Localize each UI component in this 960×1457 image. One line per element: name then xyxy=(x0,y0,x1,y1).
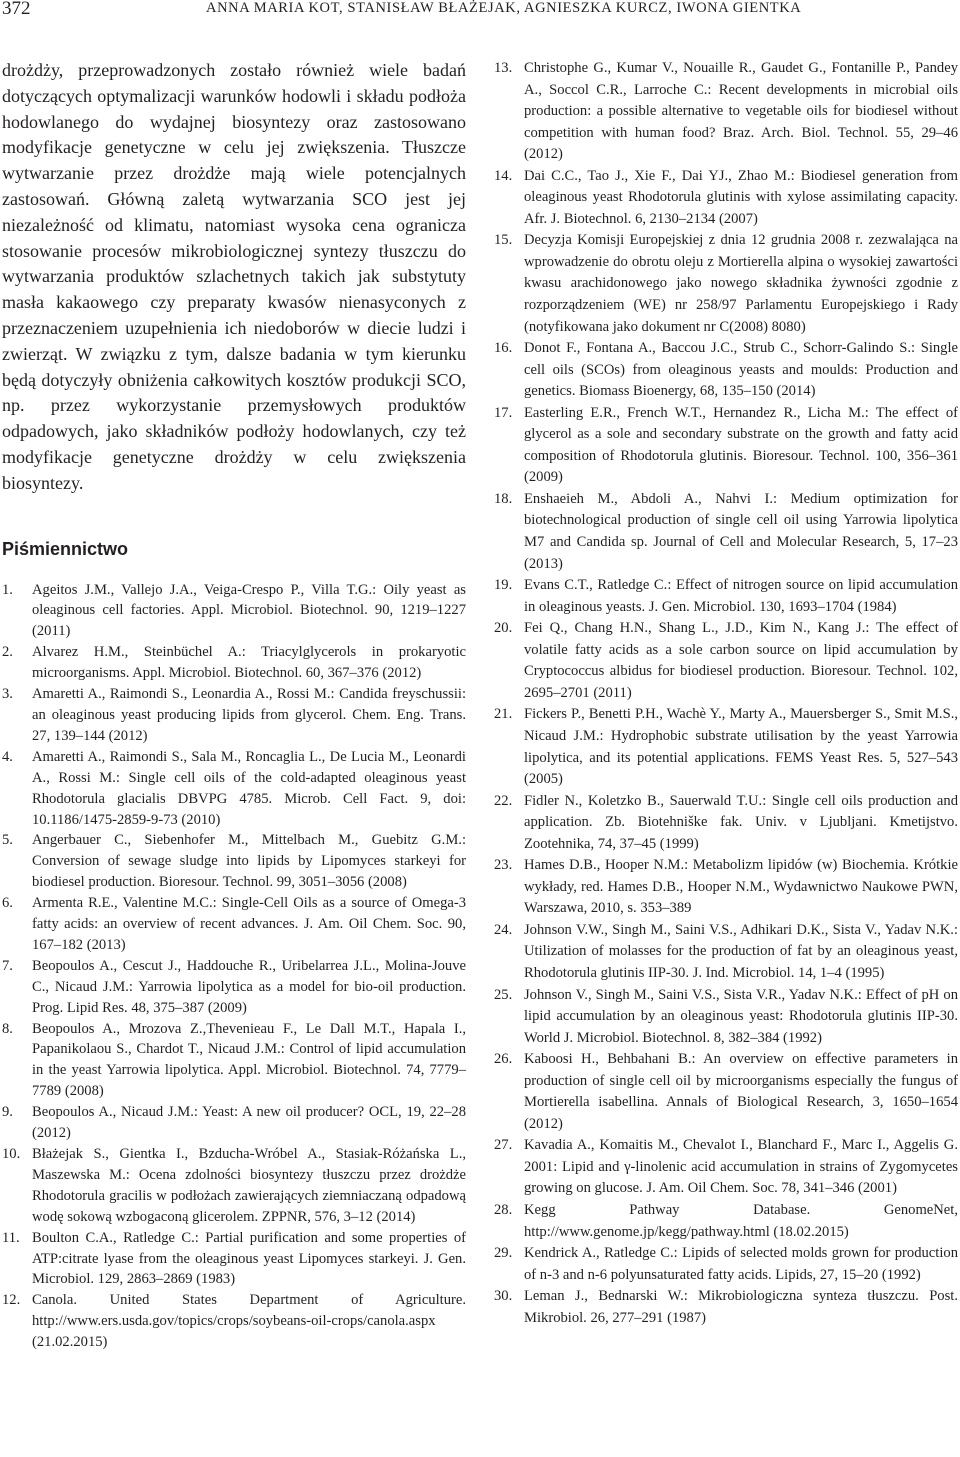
reference-text: Armenta R.E., Valentine M.C.: Single-Cell Oils as a source of Omega-3 fatty acids: an overview of recent advances. J. Am. Oil Chem. Soc. 90, 167–182 (2013) xyxy=(32,895,466,953)
reference-item xyxy=(2,1290,466,1353)
reference-item xyxy=(494,1200,958,1243)
left-column xyxy=(2,58,466,1353)
reference-number: 18. xyxy=(494,490,513,507)
reference-number: 10. xyxy=(2,1146,21,1163)
reference-text: Amaretti A., Raimondi S., Sala M., Roncaglia L., De Lucia M., Leonardi A., Rossi M.: Single cell oils of the cold-adapted oleaginous yeast Rhodotorula glacialis DBVPG 4785. Microb. Cell Fact. 9, doi: 10.1186/1475-2859-9-73 (2010) xyxy=(32,748,466,828)
reference-number: 23. xyxy=(494,857,513,874)
reference-text: Alvarez H.M., Steinbüchel A.: Triacylglycerols in prokaryotic microorganisms. Appl. Microbiol. Biotechnol. 60, 367–376 (2012) xyxy=(32,644,466,682)
right-column xyxy=(494,58,958,1329)
reference-number: 14. xyxy=(494,167,513,184)
reference-text: Kendrick A., Ratledge C.: Lipids of selected molds grown for production of n-3 and n-6 polyunsaturated fatty acids. Lipids, 27, 15–20 (1992) xyxy=(524,1245,958,1283)
reference-text: Johnson V.W., Singh M., Saini V.S., Adhikari D.K., Sista V., Yadav N.K.: Utilization of molasses for the production of fat by an oleaginous yeast, Rhodotorula glutinis IIP-30. J. Ind. Microbiol. 14, 1–4 (1995) xyxy=(524,921,958,981)
reference-text: Kavadia A., Komaitis M., Chevalot I., Blanchard F., Marc I., Aggelis G. 2001: Lipid and γ-linolenic acid accumulation in strains of Zygomycetes growing on glucose. J. Am. Oil Chem. Soc. 78, 341–346 (2001) xyxy=(524,1137,958,1197)
reference-text: Angerbauer C., Siebenhofer M., Mittelbach M., Guebitz G.M.: Conversion of sewage sludge into lipids by Lipomyces starkeyi for biodiesel production. Bioresour. Technol. 99, 3051–3056 (2008) xyxy=(32,832,466,891)
reference-item xyxy=(2,956,466,1019)
reference-text: Dai C.C., Tao J., Xie F., Dai YJ., Zhao M.: Biodiesel generation from oleaginous yeast Rhodotorula glutinis with xylose assimilating capacity. Afr. J. Biotechnol. 6, 2130–2134 (2007) xyxy=(524,167,958,227)
reference-text: Fidler N., Koletzko B., Sauerwald T.U.: Single cell oils production and application. Zb. Biotehniške fak. Univ. v Ljubljani. Kmetijstvo. Zootehnika, 74, 37–45 (1999) xyxy=(524,792,958,852)
references-list-right xyxy=(494,58,958,1329)
reference-item xyxy=(494,855,958,920)
reference-number: 7. xyxy=(2,957,13,974)
reference-item xyxy=(494,230,958,338)
reference-item xyxy=(494,704,958,790)
reference-number: 2. xyxy=(2,644,13,661)
reference-text: Kaboosi H., Behbahani B.: An overview on effective parameters in production of single cell oil by microorganisms especially the fungus of Mortierella isabellina. Annals of Biological Research, 3, 1650–1654 (2012) xyxy=(524,1051,958,1132)
reference-text: Fickers P., Benetti P.H., Wachè Y., Marty A., Mauersberger S., Smit M.S., Nicaud J.M.: Hydrophobic substrate utilisation by the yeast Yarrowia lipolytica, and its potential applications. FEMS Yeast Res. 5, 527–543 (2005) xyxy=(524,706,958,788)
reference-text: Ageitos J.M., Vallejo J.A., Veiga-Crespo P., Villa T.G.: Oily yeast as oleaginous cell factories. Appl. Microbiol. Biotechnol. 90, 1219–1227 (2011) xyxy=(32,581,466,640)
reference-item xyxy=(494,985,958,1050)
reference-number: 27. xyxy=(494,1137,513,1154)
reference-item xyxy=(2,893,466,956)
reference-number: 20. xyxy=(494,620,513,637)
reference-text: Easterling E.R., French W.T., Hernandez R., Licha M.: The effect of glycerol as a sole and secondary substrate on the growth and fatty acid composition of Rhodotorula glutinis. Bioresour. Technol. 100, 356–361 (2009) xyxy=(524,404,958,486)
reference-number: 11. xyxy=(2,1229,20,1246)
reference-item xyxy=(2,1228,466,1291)
reference-item xyxy=(494,920,958,985)
reference-text: Enshaeieh M., Abdoli A., Nahvi I.: Medium optimization for biotechnological production of single cell oil using Yarrowia lipolytica M7 and Candida sp. Journal of Cell and Molecular Research, 5, 17–23 (2013) xyxy=(524,490,958,572)
references-heading: Piśmiennictwo xyxy=(2,538,129,559)
reference-number: 4. xyxy=(2,748,13,765)
reference-text: Hames D.B., Hooper N.M.: Metabolizm lipidów (w) Biochemia. Krótkie wykłady, red. Hames D.B., Hooper N.M., Wydawnictwo Naukowe PWN, Warszawa, 2010, s. 353–389 xyxy=(524,857,958,917)
reference-text: Canola. United States Department of Agriculture. http://www.ers.usda.gov/topics/crops/soybeans-oil-crops/canola.aspx (21.02.2015) xyxy=(32,1292,466,1351)
reference-item xyxy=(2,580,466,643)
reference-number: 15. xyxy=(494,232,513,249)
reference-number: 19. xyxy=(494,577,513,594)
reference-item xyxy=(494,58,958,166)
reference-item xyxy=(2,747,466,831)
reference-number: 28. xyxy=(494,1201,513,1218)
page-number: 372 xyxy=(2,0,31,19)
reference-item xyxy=(494,1049,958,1135)
reference-number: 21. xyxy=(494,706,513,723)
reference-item xyxy=(2,642,466,684)
reference-text: Beopoulos A., Mrozova Z.,Thevenieau F., Le Dall M.T., Hapala I., Papanikolaou S., Chardot T., Nicaud J.M.: Control of lipid accumulation in the yeast Yarrowia lipolytica. Appl. Microbiol. Biotechnol. 74, 7779–7789 (2008) xyxy=(32,1020,466,1100)
reference-number: 3. xyxy=(2,686,13,703)
reference-number: 9. xyxy=(2,1104,13,1121)
reference-text: Beopoulos A., Nicaud J.M.: Yeast: A new oil producer? OCL, 19, 22–28 (2012) xyxy=(32,1104,466,1142)
reference-item xyxy=(494,1286,958,1329)
reference-text: Beopoulos A., Cescut J., Haddouche R., Uribelarrea J.L., Molina-Jouve C., Nicaud J.M.: Yarrowia lipolytica as a model for bio-oil production. Prog. Lipid Res. 48, 375–387 (2009) xyxy=(32,957,466,1016)
reference-text: Fei Q., Chang H.N., Shang L., J.D., Kim N., Kang J.: The effect of volatile fatty acids as a sole carbon source on lipid accumulation by Cryptococcus albidus for biodiesel production. Bioresour. Technol. 102, 2695–2701 (2011) xyxy=(524,620,958,701)
reference-item xyxy=(494,489,958,575)
reference-text: Boulton C.A., Ratledge C.: Partial purification and some properties of ATP:citrate lyase from the oleaginous yeast Lipomyces starkeyi. J. Gen. Microbiol. 129, 2863–2869 (1983) xyxy=(32,1229,466,1288)
reference-item xyxy=(494,1135,958,1200)
reference-text: Johnson V., Singh M., Saini V.S., Sista V.R., Yadav N.K.: Effect of pH on lipid accumulation by an oleaginous yeast: Rhodotorula glutinis IIP-30. World J. Microbiol. Biotechnol. 8, 382–384 (1992) xyxy=(524,986,958,1046)
reference-item xyxy=(2,1019,466,1103)
reference-text: Kegg Pathway Database. GenomeNet, http://www.genome.jp/kegg/pathway.html (18.02.2015) xyxy=(524,1201,958,1240)
reference-item xyxy=(494,618,958,704)
reference-number: 5. xyxy=(2,832,13,849)
running-header-authors: ANNA MARIA KOT, STANISŁAW BŁAŻEJAK, AGNIESZKA KURCZ, IWONA GIENTKA xyxy=(206,0,802,16)
reference-item xyxy=(494,338,958,403)
reference-number: 29. xyxy=(494,1245,513,1262)
reference-number: 22. xyxy=(494,792,513,809)
reference-number: 24. xyxy=(494,921,513,938)
reference-text: Amaretti A., Raimondi S., Leonardia A., Rossi M.: Candida freyschussii: an oleaginous yeast producing lipids from glycerol. Chem. Eng. Trans. 27, 139–144 (2012) xyxy=(32,686,466,744)
reference-item xyxy=(2,1102,466,1144)
reference-item xyxy=(2,830,466,893)
reference-number: 1. xyxy=(2,581,13,598)
reference-text: Leman J., Bednarski W.: Mikrobiologiczna synteza tłuszczu. Post. Mikrobiol. 26, 277–291 (1987) xyxy=(524,1288,958,1326)
reference-item xyxy=(2,1144,466,1228)
reference-text: Donot F., Fontana A., Baccou J.C., Strub C., Schorr-Galindo S.: Single cell oils (SCOs) from oleaginous yeasts and moulds: Production and genetics. Biomass Bioenergy, 68, 135–150 (2014) xyxy=(524,340,958,400)
reference-number: 17. xyxy=(494,404,513,421)
references-list-left xyxy=(2,580,466,1354)
reference-number: 12. xyxy=(2,1292,21,1309)
reference-number: 13. xyxy=(494,60,513,76)
reference-item xyxy=(494,575,958,618)
reference-number: 25. xyxy=(494,986,513,1003)
reference-item xyxy=(494,1243,958,1286)
reference-number: 16. xyxy=(494,340,513,357)
reference-number: 30. xyxy=(494,1288,513,1305)
reference-number: 6. xyxy=(2,895,13,912)
reference-item xyxy=(2,684,466,747)
reference-item xyxy=(494,166,958,231)
reference-number: 26. xyxy=(494,1051,513,1068)
reference-item xyxy=(494,791,958,856)
body-paragraph: drożdży, przeprowadzonych zostało również wiele badań dotyczących optymalizacji warunków hodowli i składu podłoża hodowlanego do wydajnej biosyntezy oraz zastosowano modyfikacje genetyczne w celu jej zwiększenia. Tłuszcze wytwarzanie przez drożdże mają wiele potencjalnych zastosowań. Główną zaletą wytwarzania SCO jest jej niezależność od klimatu, natomiast wysoka cena ogranicza stosowanie procesów mikrobiologicznej syntezy tłuszczu do wytwarzania produktów szlachetnych takich jak substytuty masła kakaowego czy preparaty kwasów nienasyconych z przeznaczeniem uzupełnienia ich niedoborów w diecie ludzi i zwierząt. W związku z tym, dalsze badania w tym kierunku będą dotyczyły obniżenia całkowitych kosztów produkcji SCO, np. przez wykorzystanie przemysłowych produktów odpadowych, jako składników podłoży hodowlanych, czy też modyfikacje genetyczne drożdży w celu zwiększenia biosyntezy. xyxy=(2,60,466,493)
reference-text: Decyzja Komisji Europejskiej z dnia 12 grudnia 2008 r. zezwalająca na wprowadzenie do obrotu oleju z Mortierella alpina o wysokiej zawartości kwasu arachidonowego jako nowego składnika żywności zgodnie z rozporządzeniem (WE) nr 258/97 Parlamentu Europejskiego i Rady (notyfikowana jako dokument nr C(2008) 8080) xyxy=(524,232,958,335)
reference-text: Evans C.T., Ratledge C.: Effect of nitrogen source on lipid accumulation in oleaginous yeasts. J. Gen. Microbiol. 130, 1693–1704 (1984) xyxy=(524,577,958,615)
reference-text: Christophe G., Kumar V., Nouaille R., Gaudet G., Fontanille P., Pandey A., Soccol C.R., Larroche C.: Recent developments in microbial oils production: a possible alternative to vegetable oils for biodiesel without competition with human food? Braz. Arch. Biol. Technol. 55, 29–46 (2012) xyxy=(524,60,958,163)
reference-text: Błażejak S., Gientka I., Bzducha-Wróbel A., Stasiak-Różańska L., Maszewska M.: Ocena zdolności biosyntezy tłuszczu przez drożdże Rhodotorula gracilis w podłożach zawierających ziemniaczaną odpadową wodę sokową wzbogaconą glicerolem. ZPPNR, 576, 3–12 (2014) xyxy=(32,1146,466,1225)
reference-number: 8. xyxy=(2,1020,13,1037)
reference-item xyxy=(494,403,958,489)
